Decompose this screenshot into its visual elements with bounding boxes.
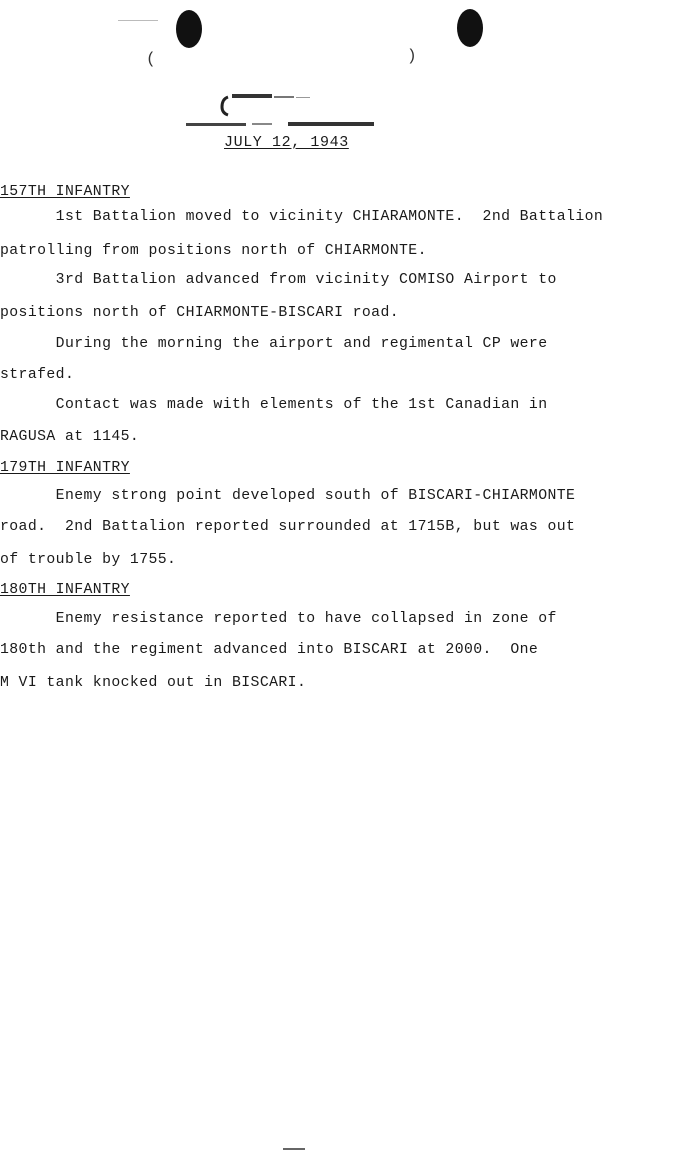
text-line: During the morning the airport and regimental CP were <box>0 336 548 352</box>
text-line: 180th and the regiment advanced into BISCARI at 2000. One <box>0 642 539 658</box>
text-line: road. 2nd Battalion reported surrounded at 1715B, but was out <box>0 519 576 535</box>
paren-mark-left: ( <box>146 50 156 68</box>
text-line: of trouble by 1755. <box>0 552 177 568</box>
scan-speck <box>118 20 158 21</box>
section-heading-180th: 180TH INFANTRY <box>0 582 130 598</box>
text-line: Enemy strong point developed south of BISCARI-CHIARMONTE <box>0 488 576 504</box>
text-line: strafed. <box>0 367 75 383</box>
text-line: patrolling from positions north of CHIARMONTE. <box>0 243 427 259</box>
text-line: 3rd Battalion advanced from vicinity COMISO Airport to <box>0 272 557 288</box>
text-line: Contact was made with elements of the 1st Canadian in <box>0 397 548 413</box>
text-line: RAGUSA at 1145. <box>0 429 140 445</box>
section-heading-179th: 179TH INFANTRY <box>0 460 130 476</box>
scan-speck <box>283 1148 305 1150</box>
section-heading-157th: 157TH INFANTRY <box>0 184 130 200</box>
text-line: M VI tank knocked out in BISCARI. <box>0 675 307 691</box>
document-date: JULY 12, 1943 <box>224 134 349 151</box>
paren-mark-right: ) <box>407 47 417 65</box>
redacted-stamp <box>180 85 380 135</box>
text-line: positions north of CHIARMONTE-BISCARI road. <box>0 305 400 321</box>
text-line: Enemy resistance reported to have collapsed in zone of <box>0 611 557 627</box>
text-line: 1st Battalion moved to vicinity CHIARAMONTE. 2nd Battalion <box>0 209 604 225</box>
punch-hole-left <box>176 10 202 48</box>
punch-hole-right <box>457 9 483 47</box>
